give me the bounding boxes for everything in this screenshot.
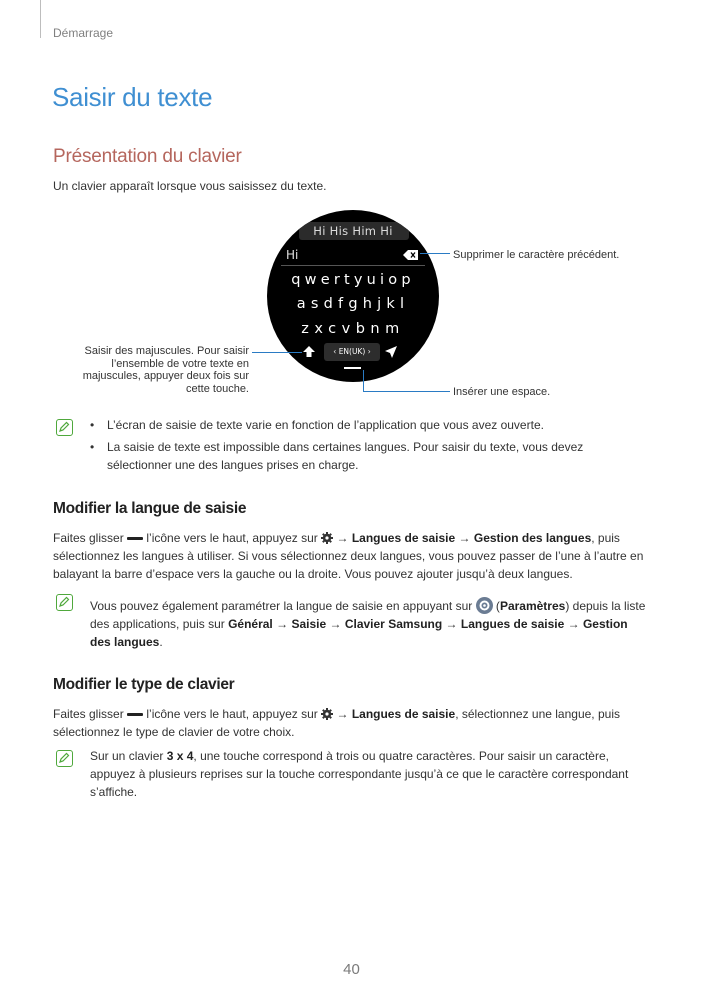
page-title: Saisir du texte: [52, 82, 213, 112]
note-icon: [56, 419, 73, 436]
send-icon: [385, 346, 397, 358]
watch-keyboard-illustration: [267, 210, 439, 382]
note3-paragraph: [90, 747, 650, 801]
callout-shift-line: Saisir des majuscules. Pour saisir: [84, 345, 249, 357]
callout-line-delete: [420, 253, 450, 254]
keyboard-row-2: asdfghjkl: [296, 296, 410, 312]
chevron-left-icon: ‹: [333, 347, 337, 356]
callout-line-space-v: [363, 370, 364, 392]
suggestion-words: Hi His Him Hi: [313, 224, 393, 238]
menu-path: Langues de saisie: [460, 617, 565, 631]
page-number: 40: [343, 961, 360, 978]
note2-paragraph: [90, 597, 650, 651]
section3-paragraph: [53, 705, 648, 741]
menu-path: Gestion des langues: [473, 531, 592, 545]
callout-shift-line: cette touche.: [186, 382, 249, 395]
callout-line-space-h: [363, 391, 450, 392]
callout-shift: [60, 345, 249, 395]
breadcrumb: Démarrage: [53, 26, 114, 40]
text: Faites glisser: [53, 707, 124, 721]
section-intro: Un clavier apparaît lorsque vous saisissez du texte.: [53, 179, 327, 193]
shift-icon: [303, 346, 315, 358]
swipe-bar-icon: [127, 537, 143, 540]
note-icon: [56, 750, 73, 767]
note-bullet: • La saisie de texte est impossible dans certaines langues. Pour saisir du texte, vous devez sélectionner une des langues prises en charge.: [90, 438, 650, 474]
keyboard-type: 3 x 4: [166, 749, 194, 763]
gear-icon: [321, 707, 333, 719]
keyboard-row-3: zxcvbnm: [301, 321, 405, 337]
settings-app-icon: [476, 597, 493, 614]
input-underline: [281, 265, 425, 266]
section-heading-keyboard-type: Modifier le type de clavier: [53, 676, 235, 693]
input-text: Hi: [286, 248, 299, 262]
language-key: [324, 343, 380, 361]
menu-path: Langues de saisie: [351, 531, 456, 545]
text: →: [272, 617, 292, 631]
section2-paragraph: [53, 529, 648, 583]
text: , une touche correspond à trois ou quatre caractères. Pour saisir un caractère, appuyez à plusieurs reprises sur la touche correspondante jusqu’à ce que le caractère correspondant s’affiche.: [90, 749, 629, 799]
text: , puis sélectionnez les langues à utiliser. Si vous sélectionnez deux langues, vous pouvez passer de l’une à l’autre en balayant la barre d’espace vers la gauche ou la droite. Vous pouvez ajouter jusqu’à deux langues.: [53, 531, 644, 581]
menu-path: Général: [228, 617, 273, 631]
callout-delete: Supprimer le caractère précédent.: [453, 249, 620, 261]
callout-shift-line: majuscules, appuyer deux fois sur: [82, 370, 249, 382]
text: →: [442, 617, 461, 631]
text: →: [333, 531, 352, 545]
swipe-bar-icon: [127, 713, 143, 716]
text: (: [492, 599, 500, 613]
space-bar: [344, 367, 361, 369]
chevron-right-icon: ›: [367, 347, 371, 356]
text: , sélectionnez une langue, puis sélectionnez le type de clavier de votre choix.: [53, 707, 620, 739]
backspace-icon: [403, 250, 419, 260]
text: →: [326, 617, 345, 631]
keyboard-row-1: qwertyuiop: [291, 272, 415, 288]
note-bullet: • L’écran de saisie de texte varie en fonction de l’application que vous avez ouverte.: [90, 416, 650, 434]
section-heading-input-language: Modifier la langue de saisie: [53, 500, 247, 517]
text: →: [333, 707, 352, 721]
callout-shift-line: l’ensemble de votre texte en: [111, 357, 249, 370]
text: l’icône vers le haut, appuyez sur: [143, 531, 322, 545]
header-rule: [40, 0, 41, 38]
gear-icon: [321, 531, 333, 543]
text: l’icône vers le haut, appuyez sur: [143, 707, 322, 721]
text: ) depuis la liste des applications, puis sur: [90, 599, 646, 631]
language-label: EN(UK): [338, 347, 366, 356]
menu-path: Clavier Samsung: [344, 617, 443, 631]
menu-path: Langues de saisie: [351, 707, 456, 721]
note-list: [90, 416, 650, 478]
text: →: [455, 531, 474, 545]
menu-path: Gestion des langues: [90, 617, 628, 649]
menu-path: Saisie: [291, 617, 327, 631]
text: .: [159, 635, 163, 649]
text: Vous pouvez également paramétrer la langue de saisie en appuyant sur: [90, 599, 476, 613]
section-heading-keyboard: Présentation du clavier: [53, 146, 242, 167]
menu-path: Paramètres: [499, 599, 566, 613]
text: Sur un clavier: [90, 749, 167, 763]
callout-line-shift: [252, 352, 302, 353]
callout-space: Insérer une espace.: [453, 386, 551, 398]
text: Faites glisser: [53, 531, 124, 545]
text: →: [564, 617, 583, 631]
note-icon: [56, 594, 73, 611]
